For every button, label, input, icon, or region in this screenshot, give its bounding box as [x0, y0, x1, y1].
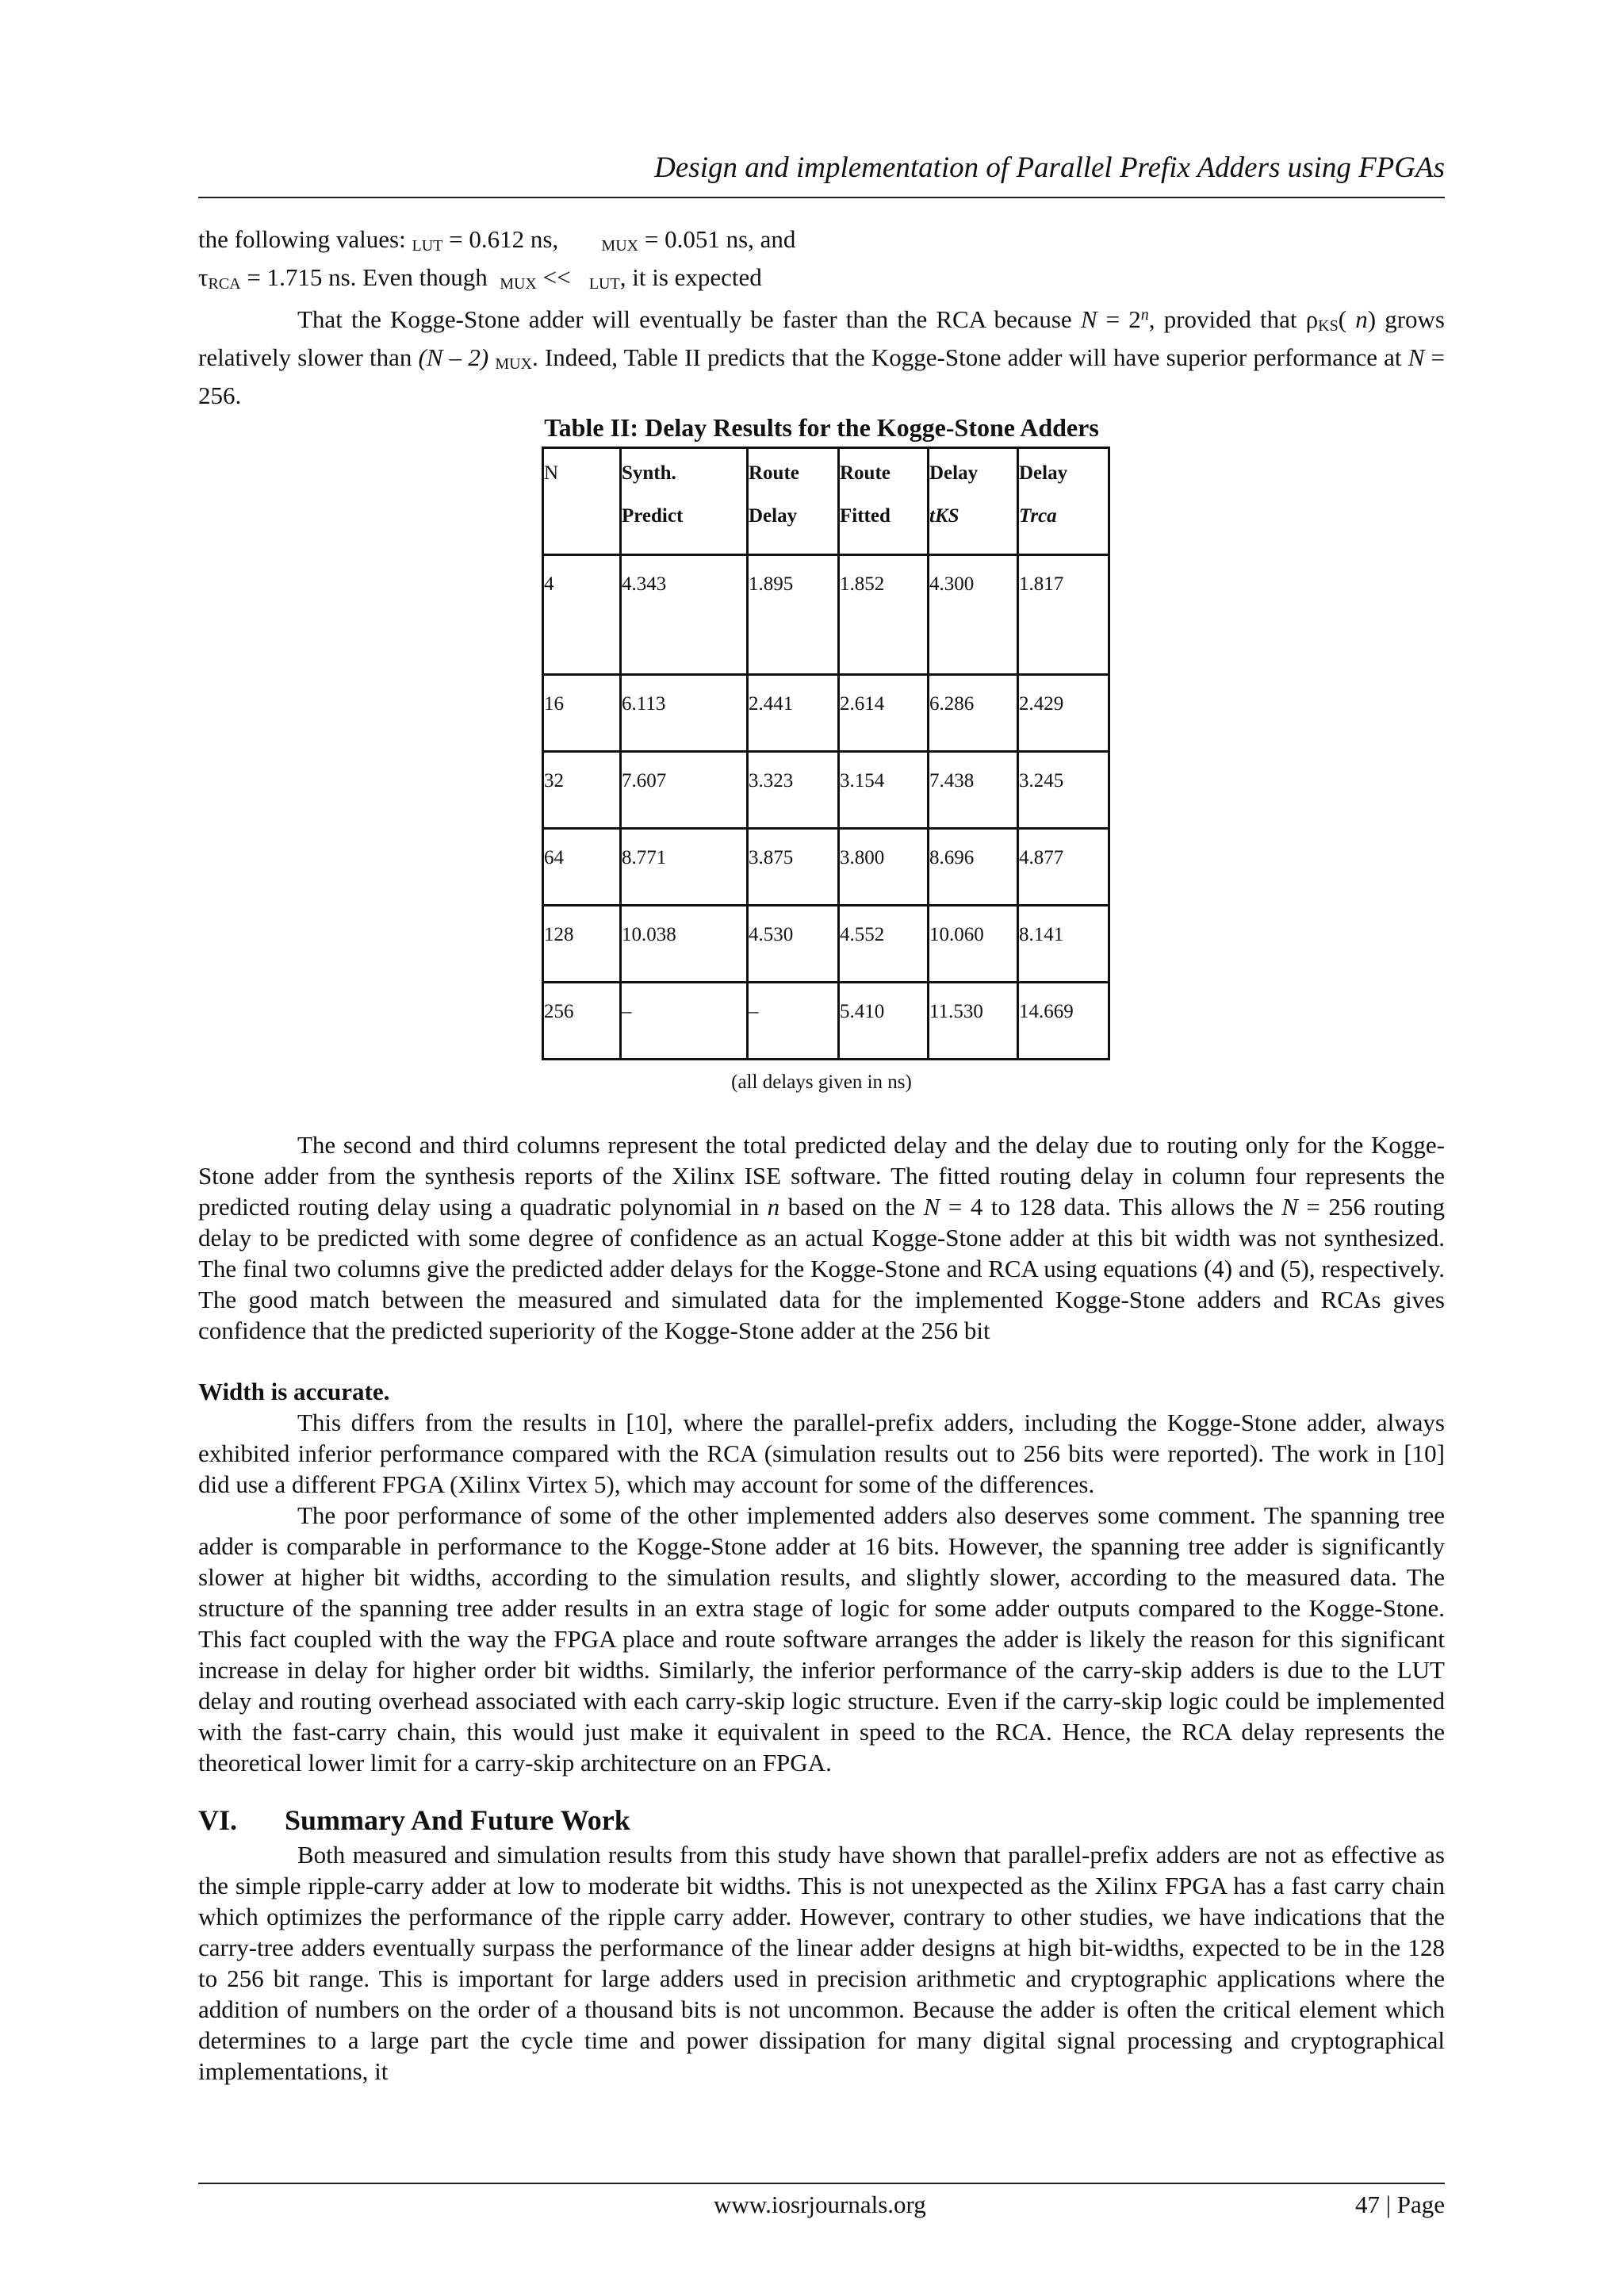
intro-line-1: the following values: $_{LUT}$ = 0.612 ns, $_{MUX}$ = 0.051 ns, and — [198, 225, 796, 255]
table-cell: 8.696 — [929, 829, 1018, 906]
table-cell: 64 — [543, 829, 621, 906]
table-cell: 2.614 — [839, 675, 929, 752]
paragraph-poor-performance: The poor performance of some of the other implemented adders also deserves some comment. The spanning tree adder is comparable in performance to the Kogge-Stone adder at 16 bits. However, the spanning tree adder is significantly slower at higher bit widths, according to the simulation results, and slightly slower, according to the measured data. The structure of the spanning tree adder results in an extra stage of logic for some adder outputs compared to the Kogge-Stone. This fact coupled with the way the FPGA place and route software arranges the adder is likely the reason for this significant increase in delay for higher order bit widths. Similarly, the inferior performance of the carry-skip adders is due to the LUT delay and routing overhead associated with each carry-skip logic structure. Even if the carry-skip logic could be implemented with the fast-carry chain, this would just make it equivalent in speed to the RCA. Hence, the RCA delay represents the theoretical lower limit for a carry-skip architecture on an FPGA. — [198, 1501, 1445, 1777]
table-header-row — [543, 448, 1109, 555]
table-cell: 6.113 — [621, 675, 748, 752]
table-cell: 10.060 — [929, 906, 1018, 983]
table-row — [543, 829, 1109, 906]
paragraph-columns-explanation: The second and third columns represent the total predicted delay and the delay due to routing only for the Kogge-Stone adder from the synthesis reports of the Xilinx ISE software. The fitted routing delay in column four represents the predicted routing delay using a quadratic polynomial in n based on the N = 4 to 128 data. This allows the N = 256 routing delay to be predicted with some degree of confidence as an actual Kogge-Stone adder at this bit width was not synthesized. The final two columns give the predicted adder delays for the Kogge-Stone and RCA using equations (4) and (5), respectively. The good match between the measured and simulated data for the implemented Kogge-Stone adders and RCAs gives confidence that the predicted superiority of the Kogge-Stone adder at the 256 bit — [198, 1131, 1445, 1344]
table-cell: 10.038 — [621, 906, 748, 983]
table-cell: 1.817 — [1018, 555, 1109, 675]
table-cell: 4.343 — [621, 555, 748, 675]
header-cell: Delay Trca — [1018, 448, 1109, 555]
table-row — [543, 675, 1109, 752]
table-row — [543, 752, 1109, 829]
table-row — [543, 906, 1109, 983]
table-cell: – — [621, 983, 748, 1060]
delay-results-table — [542, 447, 1110, 1060]
header-cell: N — [543, 448, 621, 555]
paragraph-summary: Both measured and simulation results from this study have shown that parallel-prefix adders are not as effective as the simple ripple-carry adder at low to moderate bit widths. This is not unexpected as the Xilinx FPGA has a fast carry chain which optimizes the performance of the ripple carry adder. However, contrary to other studies, we have indications that the carry-tree adders eventually surpass the performance of the linear adder designs at high bit-widths, expected to be in the 128 to 256 bit range. This is important for large adders used in precision arithmetic and cryptographic applications where the addition of numbers on the order of a thousand bits is not uncommon. Because the adder is often the critical element which determines to a large part the cycle time and power dissipation for many digital signal processing and cryptographical implementations, it — [198, 1841, 1445, 2085]
intro-paragraph: That the Kogge-Stone adder will eventually be faster than the RCA because $N = 2^n$, provided that $\rho_{KS}$( n) grows relatively slower than (N – 2) $_{MUX}$. Indeed, Table II predicts that the Kogge-Stone adder will have superior performance at N = 256. — [198, 305, 1446, 409]
table-cell: 8.141 — [1018, 906, 1109, 983]
table-cell: 4.530 — [748, 906, 839, 983]
header-cell: Delay tKS — [929, 448, 1018, 555]
table-cell: 3.875 — [748, 829, 839, 906]
table-cell: 4.300 — [929, 555, 1018, 675]
paragraph-comparison: This differs from the results in [10], where the parallel-prefix adders, including the Kogge-Stone adder, always exhibited inferior performance compared with the RCA (simulation results out to 256 bits were reported). The work in [10] did use a different FPGA (Xilinx Virtex 5), which may account for some of the differences. — [198, 1409, 1445, 1498]
table-cell: – — [748, 983, 839, 1060]
section-heading: VI. Summary And Future Work — [198, 1804, 630, 1836]
table-cell: 32 — [543, 752, 621, 829]
table-cell: 4.877 — [1018, 829, 1109, 906]
footer-url: www.iosrjournals.org — [714, 2191, 926, 2218]
table-cell: 7.607 — [621, 752, 748, 829]
table-cell: 11.530 — [929, 983, 1018, 1060]
table-footnote: (all delays given in ns) — [731, 1071, 912, 1093]
header-cell: Route Fitted — [839, 448, 929, 555]
running-header: Design and implementation of Parallel Prefix Adders using FPGAs — [654, 151, 1445, 184]
table-row — [543, 555, 1109, 675]
table-cell: 6.286 — [929, 675, 1018, 752]
table-cell: 4 — [543, 555, 621, 675]
width-accurate-line: Width is accurate. — [198, 1378, 390, 1405]
page-body — [198, 224, 1445, 2087]
table-cell: 3.800 — [839, 829, 929, 906]
table-cell: 3.323 — [748, 752, 839, 829]
footer-rule — [198, 2183, 1445, 2184]
table-cell: 3.245 — [1018, 752, 1109, 829]
table-cell: 14.669 — [1018, 983, 1109, 1060]
header-cell: Synth. Predict — [621, 448, 748, 555]
table-cell: 2.441 — [748, 675, 839, 752]
table-cell: 5.410 — [839, 983, 929, 1060]
table-cell: 128 — [543, 906, 621, 983]
table-cell: 8.771 — [621, 829, 748, 906]
intro-line-2: $\tau_{RCA} = 1.715$ ns. Even though $_{MUX}$ << $_{LUT}$, it is expected — [198, 263, 762, 293]
table-cell: 256 — [543, 983, 621, 1060]
table-cell: 2.429 — [1018, 675, 1109, 752]
table-cell: 3.154 — [839, 752, 929, 829]
table-cell: 1.895 — [748, 555, 839, 675]
table-cell: 1.852 — [839, 555, 929, 675]
header-cell: Route Delay — [748, 448, 839, 555]
table-cell: 4.552 — [839, 906, 929, 983]
page-number: 47 | Page — [1355, 2191, 1445, 2218]
table-cell: 7.438 — [929, 752, 1018, 829]
table-caption: Table II: Delay Results for the Kogge-Stone Adders — [544, 413, 1099, 442]
table-cell: 16 — [543, 675, 621, 752]
table-row — [543, 983, 1109, 1060]
header-rule — [198, 197, 1445, 198]
